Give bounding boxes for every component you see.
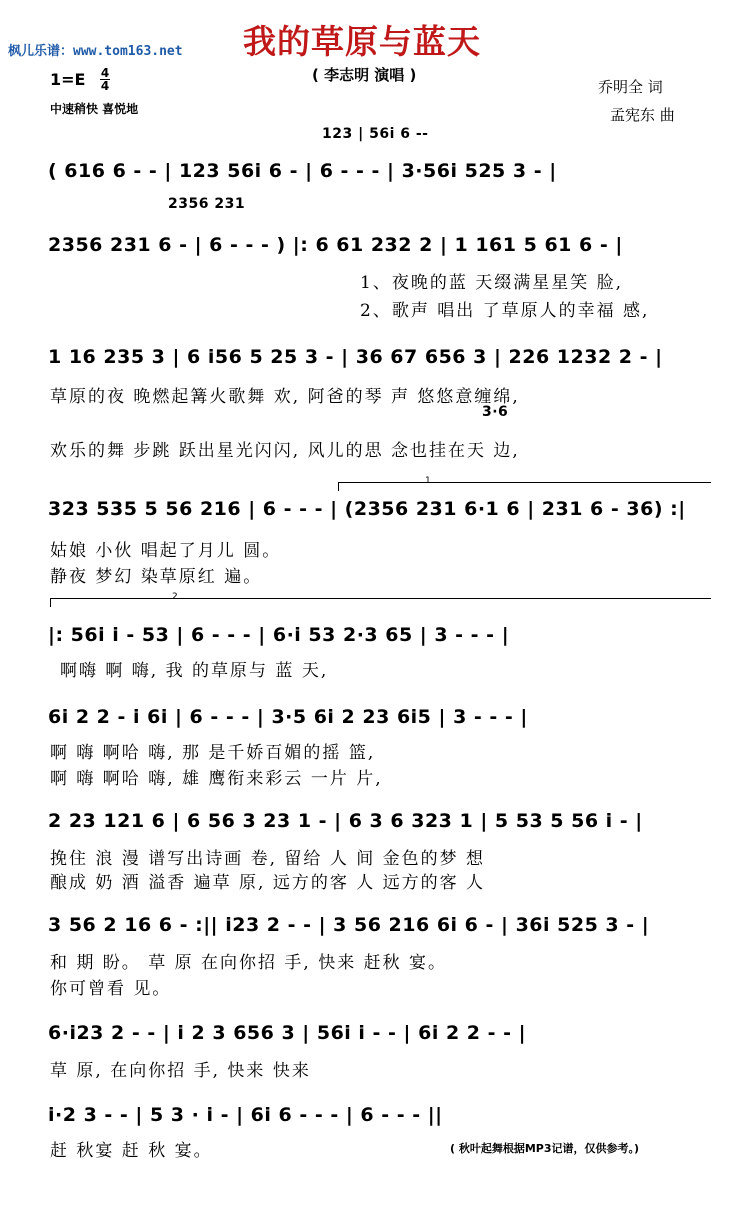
- system-7-lyric-2: 啊 嗨 啊哈 嗨, 雄 鹰衔来彩云 一片 片,: [50, 769, 383, 789]
- singer-credit: ( 李志明 演唱 ): [312, 66, 417, 84]
- system-1-above: 123 | 56i 6 --: [322, 126, 429, 142]
- system-2-lyric-1: 1、夜晚的蓝 天缀满星星笑 脸,: [360, 273, 624, 293]
- system-8-lyric-2: 酿成 奶 酒 溢香 遍草 原, 远方的客 人 远方的客 人: [50, 873, 486, 893]
- tempo-marking: 中速稍快 喜悦地: [50, 102, 139, 116]
- system-9-lyric-1: 和 期 盼。 草 原 在向你招 手, 快来 赶秋 宴。: [50, 953, 448, 973]
- system-11-notes: i·2 3 - - | 5 3 · i - | 6i 6 - - - | 6 - - - ||: [48, 1104, 443, 1126]
- system-3-notes: 1 16 235 3 | 6 i56 5 25 3 - | 36 67 656 3 | 226 1232 2 - |: [48, 346, 663, 368]
- key-signature: 1=E: [50, 70, 86, 89]
- lyricist-credit: 乔明全 词: [598, 78, 663, 96]
- system-9-lyric-2: 你可曾看 见。: [50, 979, 172, 999]
- system-6-notes: |: 56i i - 53 | 6 - - - | 6·i 53 2·3 65 | 3 - - - |: [48, 624, 510, 646]
- system-6-lyric-1: 啊嗨 啊 嗨, 我 的草原与 蓝 天,: [60, 661, 329, 681]
- system-3-lyric-1: 草原的夜 晚燃起篝火歌舞 欢, 阿爸的琴 声 悠悠意缠绵,: [50, 387, 520, 407]
- system-5-notes: 323 535 5 56 216 | 6 - - - | (2356 231 6·1 6 | 231 6 - 36) :|: [48, 498, 686, 520]
- system-1-notes: ( 616 6 - - | 123 56i 6 - | 6 - - - | 3·56i 525 3 - |: [48, 160, 557, 182]
- system-5-lyric-1: 姑娘 小伙 唱起了月儿 圆。: [50, 541, 282, 561]
- system-4-lyric-1: 欢乐的舞 步跳 跃出星光闪闪, 风儿的思 念也挂在天 边,: [50, 441, 520, 461]
- site-watermark: 枫儿乐谱：www.tom163.net: [8, 44, 183, 59]
- system-5-lyric-2: 静夜 梦幻 染草原红 遍。: [50, 567, 263, 587]
- volta-1: 1: [425, 476, 431, 486]
- volta-2: 2: [172, 592, 178, 602]
- system-7-notes: 6i 2 2 - i 6i | 6 - - - | 3·5 6i 2 23 6i5 | 3 - - - |: [48, 706, 528, 728]
- footnote: ( 秋叶起舞根据MP3记谱，仅供参考。): [450, 1142, 640, 1155]
- song-title: 我的草原与蓝天: [243, 22, 481, 61]
- system-11-lyric-1: 赶 秋宴 赶 秋 宴。: [50, 1141, 213, 1161]
- system-2-lyric-2: 2、歌声 唱出 了草原人的幸福 感,: [360, 301, 650, 321]
- composer-credit: 孟宪东 曲: [610, 106, 675, 124]
- system-10-notes: 6·i23 2 - - | i 2 3 656 3 | 56i i - - | 6i 2 2 - - |: [48, 1022, 527, 1044]
- system-4-above: 3·6: [482, 404, 509, 420]
- time-bottom: 4: [100, 79, 110, 93]
- system-2-notes: 2356 231 6 - | 6 - - - ) |: 6 61 232 2 | 1 161 5 61 6 - |: [48, 234, 623, 256]
- system-7-lyric-1: 啊 嗨 啊哈 嗨, 那 是千娇百媚的摇 篮,: [50, 743, 376, 763]
- system-2-above: 2356 231: [168, 196, 246, 212]
- system-10-lyric-1: 草 原, 在向你招 手, 快来 快来: [50, 1061, 311, 1081]
- time-top: 4: [100, 66, 110, 80]
- time-signature: [100, 67, 110, 92]
- system-8-notes: 2 23 121 6 | 6 56 3 23 1 - | 6 3 6 323 1 | 5 53 5 56 i - |: [48, 810, 643, 832]
- system-9-notes: 3 56 2 16 6 - :|| i23 2 - - | 3 56 216 6i 6 - | 36i 525 3 - |: [48, 914, 650, 936]
- system-8-lyric-1: 挽住 浪 漫 谱写出诗画 卷, 留给 人 间 金色的梦 想: [50, 849, 486, 869]
